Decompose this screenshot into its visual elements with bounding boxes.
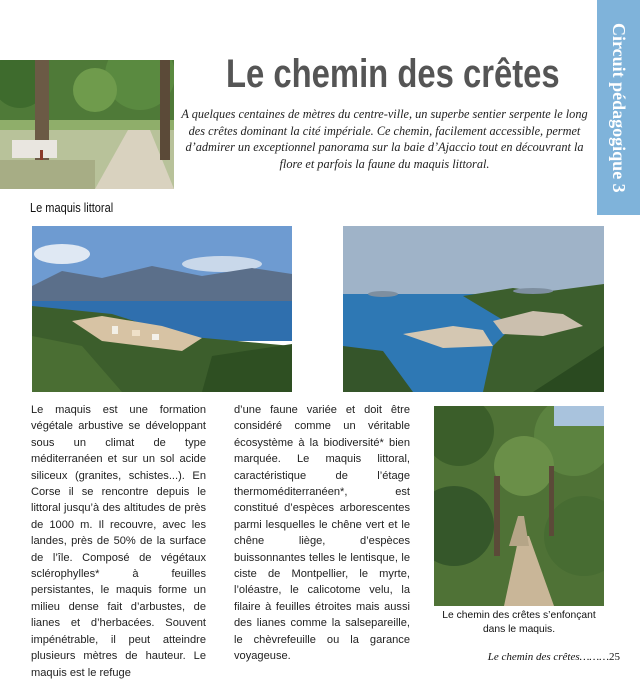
body-column-2: d’une faune variée et doit être considéré comme un véritable écosystème à la biodiversité* bien marquée. Le maquis littoral, caractéristique de l’étage thermoméditerranéen*, est constitué d’espèces arborescentes parmi lesquelles le chêne vert et le chêne liège, d’espèces buissonnantes telles le lentisque, le ciste de Montpellier, le myrte, l’oléastre, le calicotome velu, la filaire à feuilles étroites mais aussi des lianes comme la salsepareille, le chèvrefeuille ou la garance voyageuse. [234, 404, 410, 663]
side-tab-label: Circuit pédagogique 3 [609, 22, 629, 193]
page-footer [488, 651, 620, 663]
intro-paragraph: A quelques centaines de mètres du centre-ville, un superbe sentier serpente le long des crêtes dominant la cité impériale. Ce chemin, facilement accessible, permet d’admirer un exceptionnel panorama sur la baie d’Ajaccio tout en découvrant la flore et parfois la faune du maquis littoral. [181, 107, 588, 171]
footer-text: Le chemin des crêtes……… [487, 651, 609, 663]
section-label: Le maquis littoral [30, 201, 114, 215]
photo-caption: Le chemin des crêtes s’enfonçant dans le maquis. [442, 610, 596, 635]
side-tab [597, 0, 640, 215]
photo-bay-city [32, 226, 292, 392]
photo-coast [343, 226, 604, 392]
body-column-1: Le maquis est une formation végétale arbustive se développant sous un climat de type méditerranéen et sur un sol acide siliceux (granites, schistes...). En Corse il se rencontre depuis le littoral jusqu’à des altitudes de près de 1000 m. Il recouvre, avec les landes, près de 50% de la surface de l’île. Composé de végétaux sclérophylles* à feuilles persistantes, le maquis forme un milieu dense fait d’arbustes, de lianes et d’herbacées. Souvent impénétrable, il peut atteindre plusieurs mètres de hauteur. Le maquis est le refuge [31, 404, 206, 679]
page-number: 25 [609, 651, 620, 663]
photo-path-maquis [434, 406, 604, 606]
photo-road-trees [0, 60, 174, 189]
page-title: Le chemin des crêtes [226, 52, 560, 96]
